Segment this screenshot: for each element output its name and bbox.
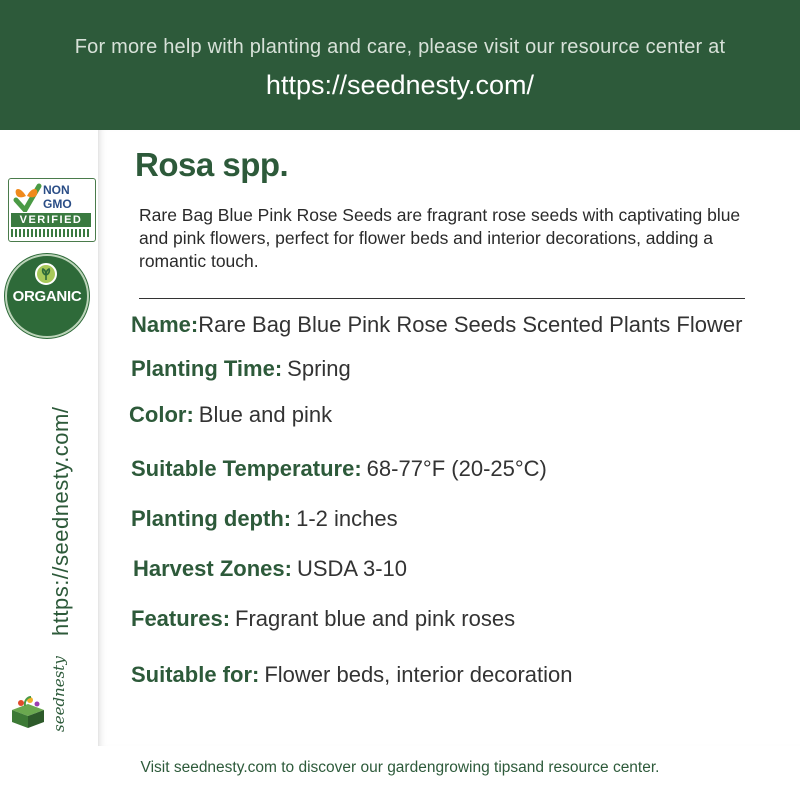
spec-label: Features:: [131, 606, 231, 631]
top-banner: [0, 0, 800, 130]
verified-text: VERIFIED: [11, 213, 91, 227]
spec-value: 1-2 inches: [296, 506, 398, 531]
grass-decoration: [11, 229, 91, 237]
non-gmo-verified-badge: [8, 178, 96, 242]
section-divider: [139, 298, 745, 299]
logo-wordmark: seednesty: [50, 656, 68, 732]
spec-row-planting-depth: [131, 506, 398, 532]
spec-value: Spring: [287, 356, 351, 381]
spec-value: USDA 3-10: [296, 556, 408, 581]
product-description: Rare Bag Blue Pink Rose Seeds are fragrant rose seeds with captivating blue and pink flowers, perfect for flower beds and interior decorations, adding a romantic touch.: [139, 205, 741, 271]
spec-label: Harvest Zones:: [133, 556, 292, 581]
spec-row-suitable-for: [131, 662, 573, 688]
butterfly-icon: [12, 182, 42, 212]
seednesty-logo: [4, 656, 74, 740]
spec-row-temperature: [131, 456, 547, 482]
organic-badge: [5, 254, 89, 338]
spec-label: Suitable Temperature:: [131, 456, 362, 481]
vertical-url-link[interactable]: https://seednesty.com/: [48, 406, 73, 636]
spec-label: Name:: [131, 312, 199, 337]
spec-label: Color:: [129, 402, 194, 427]
seed-box-icon: [8, 694, 48, 730]
spec-value: 68-77°F (20-25°C): [366, 456, 547, 481]
product-info-card: [98, 130, 800, 746]
organic-text: ORGANIC: [12, 288, 82, 305]
spec-row-features: [131, 606, 515, 632]
leaf-icon: [35, 263, 57, 285]
spec-value: Fragrant blue and pink roses: [235, 606, 516, 631]
spec-value: Blue and pink: [198, 402, 333, 427]
spec-label: Planting Time:: [131, 356, 283, 381]
spec-value: Flower beds, interior decoration: [264, 662, 573, 687]
left-sidebar: [0, 130, 98, 750]
spec-row-name: [131, 312, 742, 338]
spec-label: Suitable for:: [131, 662, 260, 687]
product-title: Rosa spp.: [135, 146, 289, 183]
banner-url[interactable]: https://seednesty.com/: [265, 70, 535, 100]
non-gmo-text: NON GMO: [43, 183, 72, 211]
footer-text: Visit seednesty.com to discover our gardengrowing tipsand resource center.: [140, 759, 660, 776]
spec-row-color: [129, 402, 332, 428]
spec-row-harvest-zones: [133, 556, 407, 582]
banner-help-text: For more help with planting and care, please visit our resource center at: [74, 36, 726, 58]
spec-value: Rare Bag Blue Pink Rose Seeds Scented Plants Flower: [198, 312, 743, 337]
spec-label: Planting depth:: [131, 506, 292, 531]
spec-row-planting-time: [131, 356, 351, 382]
